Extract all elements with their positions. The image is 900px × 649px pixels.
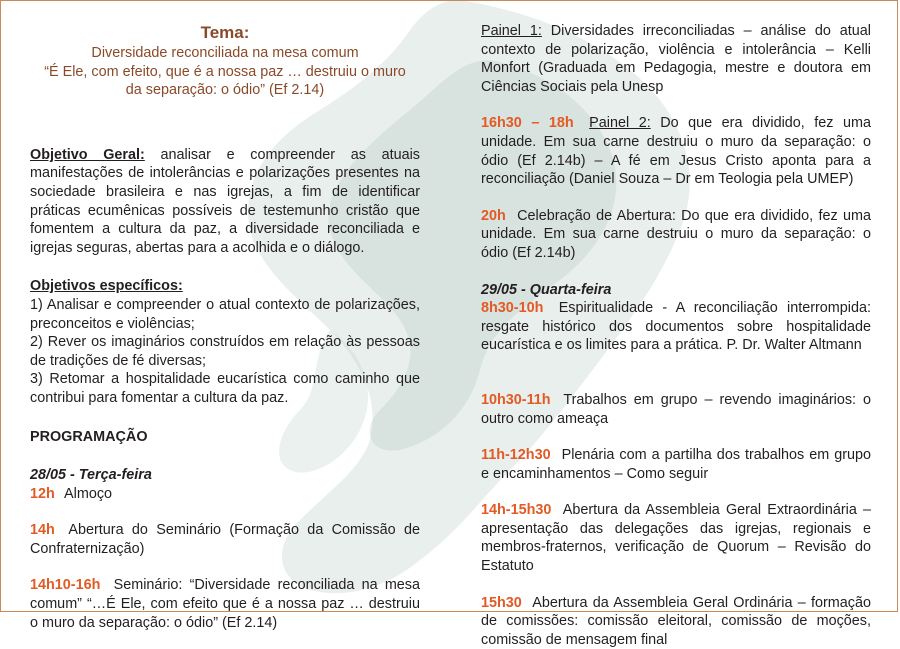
schedule-text: Abertura do Seminário (Formação da Comissão de Confraternização) [30, 522, 420, 557]
schedule-item [481, 299, 871, 355]
schedule-text: Abertura da Assembleia Geral Ordinária – formação de comissões: comissão eleitoral, comissão de moções, comissão de mensagem final [481, 594, 871, 648]
schedule-time: 14h-15h30 [481, 502, 552, 519]
objetivo-geral-label: Objetivo Geral: [30, 146, 145, 163]
painel-1-label: Painel 1: [481, 23, 542, 39]
schedule-item [481, 501, 871, 575]
tema-section [30, 22, 420, 100]
painel-2-label: Painel 2: [589, 115, 651, 132]
schedule-item [481, 391, 871, 428]
schedule-time: 16h30 – 18h [481, 115, 574, 132]
objetivo-item: 3) Retomar a hospitalidade eucarística como caminho que contribui para fomentar a cultura da paz. [30, 371, 420, 406]
schedule-text: Almoço [64, 485, 113, 502]
objetivo-item: 2) Rever os imaginários construídos em relação às pessoas de tradições de fé diversas; [30, 334, 420, 369]
painel-2 [481, 114, 871, 188]
painel-1-text: Diversidades irreconciliadas – análise do atual contexto de polarização, violência e intolerância – Kelli Monfort (Graduada em Pedagogia, mestre e doutora em Ciências Sociais pela Unesp [481, 23, 871, 95]
objetivo-item: 1) Analisar e compreender o atual contexto de polarizações, preconceitos e violências; [30, 296, 420, 332]
schedule-item [481, 446, 871, 483]
day-label: 28/05 - Terça-feira [30, 467, 152, 484]
schedule-item [481, 594, 871, 649]
schedule-text: Seminário: “Diversidade reconciliada na mesa comum” “…É Ele, com efeito que é a nossa paz … destruiu o muro da separação: o ódio” (Ef 2.14) [30, 577, 421, 631]
schedule-time: 10h30-11h [481, 391, 551, 408]
celebracao-text: Celebração de Abertura: Do que era dividido, fez uma unidade. Em sua carne destruiu o muro da separação: o ódio (Ef 2.14b) [481, 207, 872, 261]
celebracao-abertura [481, 207, 871, 263]
schedule-item [30, 485, 420, 504]
objetivos-especificos [30, 277, 420, 407]
schedule-time: 8h30-10h [481, 300, 544, 317]
schedule-text: Plenária com a partilha dos trabalhos em grupo e encaminhamentos – Como seguir [481, 447, 872, 482]
schedule-item [30, 521, 420, 558]
schedule-text: Abertura da Assembleia Geral Extraordinária – apresentação das delegações das igrejas, regionais e membros-fraternos, verificação de Quorum – Revisão do Estatuto [481, 502, 871, 575]
day-label: 29/05 - Quarta-feira [481, 281, 612, 298]
schedule-time: 20h [481, 207, 506, 224]
tema-line: da separação: o ódio” (Ef 2.14) [125, 82, 325, 99]
objetivo-geral [30, 146, 420, 258]
objetivos-especificos-label: Objetivos específicos: [30, 278, 183, 295]
painel-1 [481, 22, 871, 96]
left-column [30, 22, 420, 632]
schedule-time: 15h30 [481, 594, 522, 611]
schedule-time: 14h [30, 522, 55, 539]
schedule-text: Espiritualidade - A reconciliação interrompida: resgate histórico dos documentos sobre hospitalidade eucarística e os limites para a prática. P. Dr. Walter Altmann [481, 300, 872, 354]
tema-line: “É Ele, com efeito, que é a nossa paz … destruiu o muro [44, 63, 406, 80]
objetivo-geral-text: analisar e compreender as atuais manifestações de intolerâncias e polarizações presentes na sociedade brasileira e nas igrejas, a fim de identificar práticas ecumênicas possíveis de testemunho cristão que fomentem a cultura da paz, a diversidade reconciliada e igrejas seguras, abertas para a acolhida e o diálogo. [30, 146, 420, 256]
right-column [481, 22, 871, 649]
schedule-time: 14h10-16h [30, 577, 101, 594]
programacao-heading: PROGRAMAÇÃO [30, 428, 148, 445]
schedule-item [30, 576, 420, 632]
painel-2-text: Do que era dividido, fez uma unidade. Em sua carne destruiu o muro da separação: o ódio (Ef 2.14b) – A fé em Jesus Cristo aponta para a reconciliação (Daniel Souza – Dr em Teologia pela UMEP) [481, 115, 872, 188]
schedule-time: 11h-12h30 [481, 447, 551, 464]
tema-title: Tema: [200, 23, 250, 42]
schedule-text: Trabalhos em grupo – revendo imaginários: o outro como ameaça [481, 391, 871, 427]
schedule-time: 12h [30, 485, 55, 502]
tema-line: Diversidade reconciliada na mesa comum [91, 45, 359, 61]
